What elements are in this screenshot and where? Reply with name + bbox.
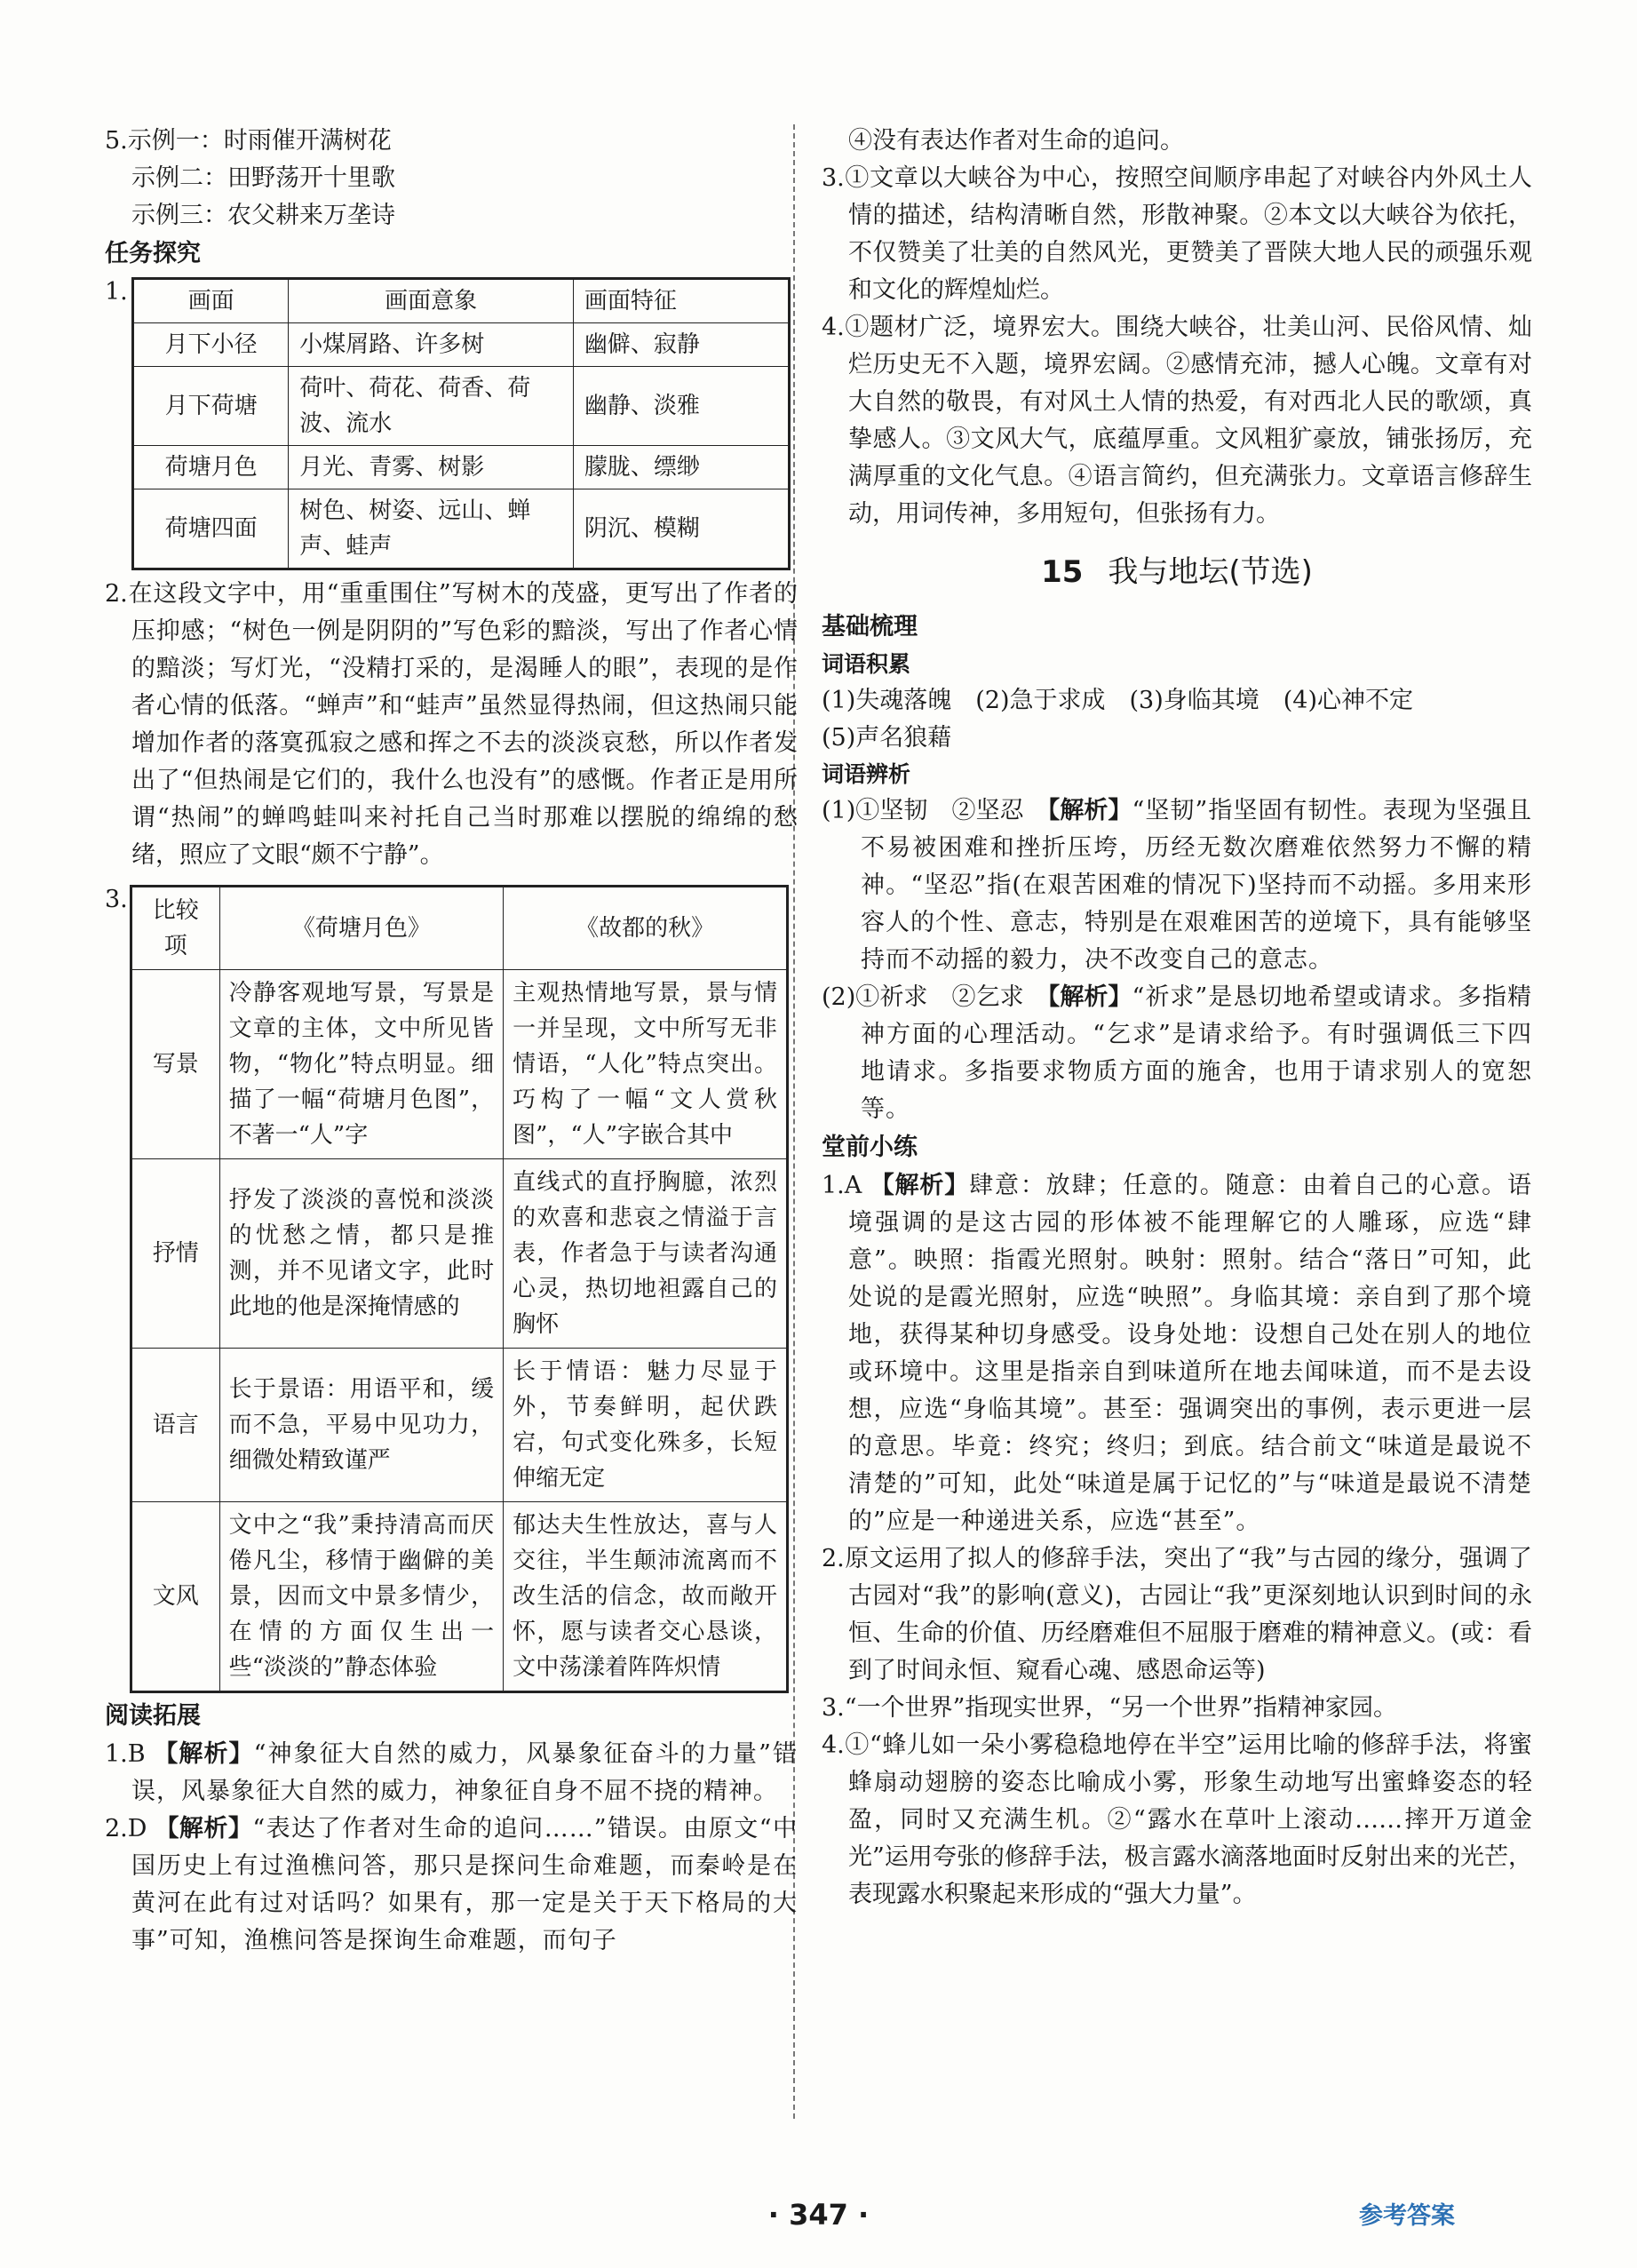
reading-answer-1 xyxy=(105,1736,798,1810)
reading-1-head: 1.B xyxy=(105,1740,155,1768)
comparison-table xyxy=(130,885,789,1693)
table-header-cell: 《荷塘月色》 xyxy=(219,887,504,970)
analysis-1-head: (1)①坚韧 ②坚忍 xyxy=(822,797,1048,824)
practice-1-tag: 【解析】 xyxy=(870,1172,970,1199)
table-cell: 小煤屑路、许多树 xyxy=(289,323,574,367)
q5-example-3: 示例三：农父耕来万垄诗 xyxy=(131,202,395,229)
q5-number: 5. xyxy=(105,127,128,155)
q5-example-1: 示例一：时雨催开满树花 xyxy=(127,127,392,155)
table-row xyxy=(131,1159,788,1349)
table-header-cell: 画面特征 xyxy=(573,279,789,323)
vocab-line-2: (5)声名狼藉 xyxy=(822,724,952,752)
table-row xyxy=(133,323,790,367)
task-1-number: 1. xyxy=(105,278,128,306)
practice-1-head: 1.A xyxy=(822,1172,870,1199)
table-cell: 朦胧、缥缈 xyxy=(573,446,789,489)
analysis-1-body: “坚韧”指坚固有韧性。表现为坚强且不易被困难和挫折压垮，历经无数次磨难依然努力不懈的精神。“坚忍”指(在艰苦困难的情况下)坚持而不动摇。多用来形容人的个性、意志，特别是在艰难困苦的逆境下，具有能够坚持而不动摇的毅力，决不改变自己的意志。 xyxy=(861,797,1533,974)
practice-4: 4.①“蜂儿如一朵小雾稳稳地停在半空”运用比喻的修辞手法，将蜜蜂扇动翅膀的姿态比喻成小雾，形象生动地写出蜜蜂姿态的轻盈，同时又充满生机。②“露水在草叶上滚动……摔开万道金光”运用夸张的修辞手法，极言露水滴落地面时反射出来的光芒，表现露水积聚起来形成的“强大力量”。 xyxy=(822,1731,1532,1908)
table-header-cell: 画面 xyxy=(133,279,289,323)
table-cell: 荷叶、荷花、荷香、荷波、流水 xyxy=(289,367,574,446)
vocab-line-1: (1)失魂落魄 (2)急于求成 (3)身临其境 (4)心神不定 xyxy=(822,687,1413,714)
table-row xyxy=(131,1502,788,1692)
table-cell: 冷静客观地写景，写景是文章的主体，文中所见皆物，“物化”特点明显。细描了一幅“荷塘月色图”，不著一“人”字 xyxy=(219,970,504,1159)
table-header-row xyxy=(133,279,790,323)
analysis-2 xyxy=(822,979,1532,1128)
page-number: · 347 · xyxy=(767,2198,870,2232)
table-header-cell: 《故都的秋》 xyxy=(504,887,788,970)
section-heading-reading: 阅读拓展 xyxy=(105,1702,201,1730)
chapter-title xyxy=(822,545,1532,599)
reading-2-continuation: ④没有表达作者对生命的追问。 xyxy=(848,127,1184,155)
task-3-number: 3. xyxy=(105,886,128,913)
table-cell: 月下荷塘 xyxy=(133,367,289,446)
table-cell: 月光、青雾、树影 xyxy=(289,446,574,489)
reading-answer-4: 4.①题材广泛，境界宏大。围绕大峡谷，壮美山河、民俗风情、灿烂历史无不入题，境界宏阔。②感情充沛，撼人心魄。文章有对大自然的敬畏，有对风土人情的热爱，有对西北人民的歌颂，真挚感人。③文风大气，底蕴厚重。文风粗犷豪放，铺张扬厉，充满厚重的文化气息。④语言简约，但充满张力。文章语言修辞生动，用词传神，多用短句，但张扬有力。 xyxy=(822,314,1532,528)
table-cell: 长于景语：用语平和，缓而不急，平易中见功力，细微处精致谨严 xyxy=(219,1349,504,1502)
table-cell: 月下小径 xyxy=(133,323,289,367)
table-cell: 语言 xyxy=(131,1349,220,1502)
reading-2-body: “表达了作者对生命的追问……”错误。由原文“中国历史上有过渔樵问答，那只是探问生命难题，而秦岭是在黄河在此有过对话吗？如果有，那一定是关于天下格局的大事”可知，渔樵问答是探询生命难题，而句子 xyxy=(131,1815,798,1954)
practice-3: 3.“一个世界”指现实世界，“另一个世界”指精神家园。 xyxy=(822,1694,1397,1722)
table-header-cell: 比较项 xyxy=(131,887,220,970)
table-cell: 直线式的直抒胸臆，浓烈的欢喜和悲哀之情溢于言表，作者急于与读者沟通心灵，热切地袒露自己的胸怀 xyxy=(504,1159,788,1349)
analysis-1-tag: 【解析】 xyxy=(1047,797,1132,824)
right-column xyxy=(822,123,1532,1914)
table-cell: 树色、树姿、远山、蝉声、蛙声 xyxy=(289,489,574,569)
section-heading-basic: 基础梳理 xyxy=(822,613,918,641)
table-cell: 抒情 xyxy=(131,1159,220,1349)
table-row xyxy=(131,1349,788,1502)
analysis-2-head: (2)①祈求 ②乞求 xyxy=(822,983,1048,1011)
chapter-name: 我与地坛(节选) xyxy=(1108,554,1313,590)
reading-2-tag: 【解析】 xyxy=(155,1815,253,1842)
reading-answer-2 xyxy=(105,1810,798,1960)
section-heading-practice: 堂前小练 xyxy=(822,1134,918,1161)
subheading-analysis: 词语辨析 xyxy=(822,761,911,787)
table-cell: 荷塘月色 xyxy=(133,446,289,489)
section-heading-task: 任务探究 xyxy=(105,240,201,267)
table-cell: 写景 xyxy=(131,970,220,1159)
table-row xyxy=(131,970,788,1159)
table-row xyxy=(133,367,790,446)
practice-1-body: 肆意：放肆；任意的。随意：由着自己的心意。语境强调的是这古园的形体被不能理解它的人雕琢，应选“肆意”。映照：指霞光照射。映射：照射。结合“落日”可知，此处说的是霞光照射，应选“映照”。身临其境：亲自到了那个境地，获得某种切身感受。设身处地：设想自己处在别人的地位或环境中。这里是指亲自到味道所在地去闻味道，而不是去设想，应选“身临其境”。甚至：强调突出的事例，表示更进一层的意思。毕竟：终究；终归；到底。结合前文“味道是最说不清楚的”可知，此处“味道是属于记忆的”与“味道是最说不清楚的”应是一种递进关系，应选“甚至”。 xyxy=(848,1172,1533,1535)
table-cell: 文风 xyxy=(131,1502,220,1692)
task-2-answer: 2.在这段文字中，用“重重围住”写树木的茂盛，更写出了作者的压抑感；“树色一例是阴阴的”写色彩的黯淡，写出了作者心情的黯淡；写灯光，“没精打采的，是渴睡人的眼”，表现的是作者心情的低落。“蝉声”和“蛙声”虽然显得热闹，但这热闹只能增加作者的落寞孤寂之感和挥之不去的淡淡哀愁，所以作者发出了“但热闹是它们的，我什么也没有”的感慨。作者正是用所谓“热闹”的蝉鸣蛙叫来衬托自己当时那难以摆脱的绵绵的愁绪，照应了文眼“颇不宁静”。 xyxy=(105,580,798,869)
table-cell: 抒发了淡淡的喜悦和淡淡的忧愁之情，都只是推测，并不见诸文字，此时此地的他是深掩情感的 xyxy=(219,1159,504,1349)
analysis-2-tag: 【解析】 xyxy=(1047,983,1132,1011)
table-header-row xyxy=(131,887,788,970)
q5-example-2: 示例二：田野荡开十里歌 xyxy=(131,164,395,192)
footer-label: 参考答案 xyxy=(1359,2202,1455,2230)
table-cell: 幽僻、寂静 xyxy=(573,323,789,367)
practice-2: 2.原文运用了拟人的修辞手法，突出了“我”与古园的缘分，强调了古园对“我”的影响(意义)，古园让“我”更深刻地认识到时间的永恒、生命的价值、历经磨难但不屈服于磨难的精神意义。(或：看到了时间永恒、窥看心魂、感恩命运等) xyxy=(822,1545,1532,1684)
q5-block xyxy=(105,123,798,235)
table-row xyxy=(133,489,790,569)
table-cell: 郁达夫生性放达，喜与人交往，半生颠沛流离而不改生活的信念，故而敞开怀，愿与读者交心恳谈，文中荡漾着阵阵炽情 xyxy=(504,1502,788,1692)
table-cell: 长于情语：魅力尽显于外，节奏鲜明，起伏跌宕，句式变化殊多，长短伸缩无定 xyxy=(504,1349,788,1502)
reading-answer-3: 3.①文章以大峡谷为中心，按照空间顺序串起了对峡谷内外风土人情的描述，结构清晰自然，形散神聚。②本文以大峡谷为依托，不仅赞美了壮美的自然风光，更赞美了晋陕大地人民的顽强乐观和文化的辉煌灿烂。 xyxy=(822,164,1532,304)
scene-table xyxy=(131,277,791,570)
table-cell: 阴沉、模糊 xyxy=(573,489,789,569)
table-cell: 文中之“我”秉持清高而厌倦凡尘，移情于幽僻的美景，因而文中景多情少，在情的方面仅生出一些“淡淡的”静态体验 xyxy=(219,1502,504,1692)
table-header-cell: 画面意象 xyxy=(289,279,574,323)
reading-1-body: “神象征大自然的威力，风暴象征奋斗的力量”错误，风暴象征大自然的威力，神象征自身不屈不挠的精神。 xyxy=(131,1740,799,1805)
table-cell: 主观热情地写景，景与情一并呈现，文中所写无非情语，“人化”特点突出。巧构了一幅“文人赏秋图”，“人”字嵌合其中 xyxy=(504,970,788,1159)
analysis-1 xyxy=(822,792,1532,979)
left-column xyxy=(105,123,798,1960)
reading-1-tag: 【解析】 xyxy=(154,1740,254,1768)
reading-2-head: 2.D xyxy=(105,1815,155,1842)
table-cell: 幽静、淡雅 xyxy=(573,367,789,446)
chapter-number: 15 xyxy=(1041,554,1084,590)
analysis-2-body: “祈求”是恳切地希望或请求。多指精神方面的心理活动。“乞求”是请求给予。有时强调低三下四地请求。多指要求物质方面的施舍，也用于请求别人的宽恕等。 xyxy=(861,983,1533,1123)
practice-1 xyxy=(822,1167,1532,1540)
table-cell: 荷塘四面 xyxy=(133,489,289,569)
subheading-vocab: 词语积累 xyxy=(822,651,911,677)
table-row xyxy=(133,446,790,489)
